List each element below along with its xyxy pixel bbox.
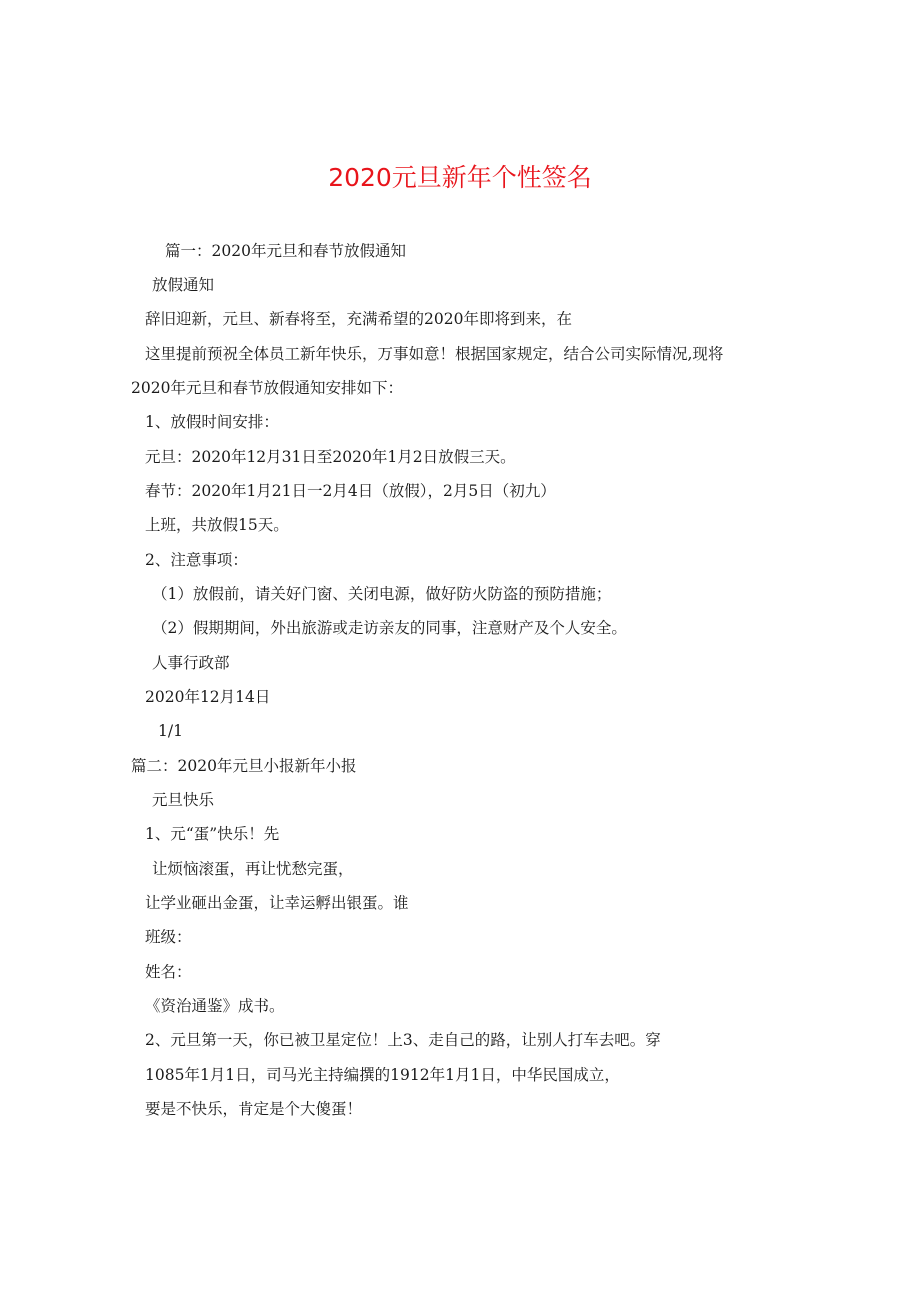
- paragraph-line: 上班，共放假15天。: [145, 516, 289, 534]
- document-title: 2020元旦新年个性签名: [328, 163, 592, 192]
- paragraph-line: 春节：2020年1月21日一2月4日（放假），2月5日（初九）: [145, 482, 556, 500]
- form-label-class: 班级：: [145, 928, 192, 946]
- notice-heading: 放假通知: [152, 276, 215, 294]
- paragraph-line: 1085年1月1日，司马光主持编撰的1912年1月1日，中华民国成立，: [145, 1066, 620, 1084]
- signature-date: 2020年12月14日: [145, 688, 271, 706]
- signature-department: 人事行政部: [152, 654, 230, 672]
- paragraph-line: 2020年元旦和春节放假通知安排如下：: [131, 379, 403, 397]
- paragraph-line: 要是不快乐，肯定是个大傻蛋！: [145, 1100, 363, 1118]
- list-item: 1、放假时间安排：: [145, 413, 279, 431]
- list-item: （1）放假前，请关好门窗、关闭电源，做好防火防盗的预防措施；: [152, 585, 612, 603]
- paragraph-line: 元旦：2020年12月31日至2020年1月2日放假三天。: [145, 448, 516, 466]
- paragraph-line: 2、元旦第一天，你已被卫星定位！上3、走自己的路，让别人打车去吧。穿: [145, 1031, 661, 1049]
- list-item: 1、元“蛋”快乐！先: [145, 825, 280, 843]
- newspaper-heading: 元旦快乐: [152, 791, 215, 809]
- section-heading-1: 篇一：2020年元旦和春节放假通知: [165, 242, 406, 260]
- paragraph-line: 辞旧迎新，元旦、新春将至，充满希望的2020年即将到来，在: [145, 310, 572, 328]
- paragraph-line: 《资治通鉴》成书。: [145, 997, 285, 1015]
- list-item: （2）假期期间，外出旅游或走访亲友的同事，注意财产及个人安全。: [152, 619, 627, 637]
- page-number: 1/1: [158, 722, 183, 740]
- paragraph-line: 让烦恼滚蛋，再让忧愁完蛋，: [152, 860, 354, 878]
- form-label-name: 姓名：: [145, 963, 192, 981]
- section-heading-2: 篇二：2020年元旦小报新年小报: [131, 757, 357, 775]
- paragraph-line: 这里提前预祝全体员工新年快乐，万事如意！根据国家规定，结合公司实际情况,现将: [145, 345, 724, 363]
- paragraph-line: 让学业砸出金蛋，让幸运孵出银蛋。谁: [145, 894, 409, 912]
- list-item: 2、注意事项：: [145, 551, 248, 569]
